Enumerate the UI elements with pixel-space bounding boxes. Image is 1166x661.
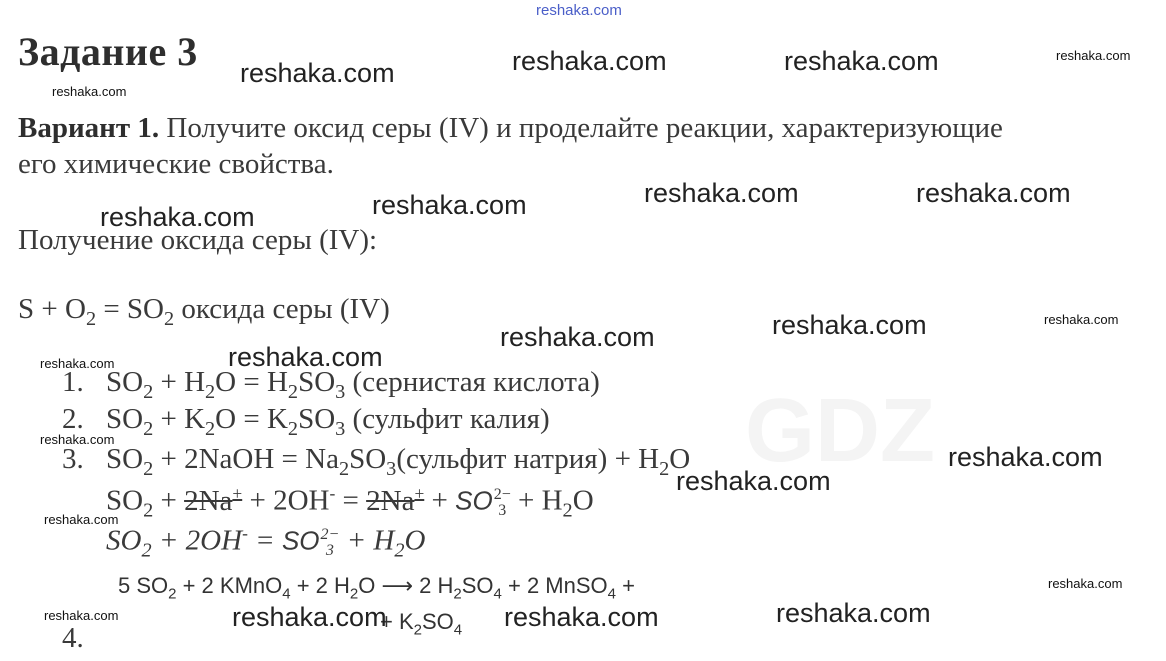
variant-label: Вариант 1.	[18, 112, 160, 144]
header-watermark: reshaka.com	[536, 2, 622, 19]
reaction-1: 1. $SO_2 + H_2O = H_2SO_3$ (сернистая кислота)	[62, 366, 600, 403]
watermark: reshaka.com	[676, 466, 831, 496]
watermark: reshaka.com	[948, 442, 1103, 472]
reaction-3-ionic-full: $SO_2 + 2Na^+ + 2OH^- = 2Na^+$ + SO 2− 3 + $H_2O$	[106, 483, 594, 522]
watermark-small: reshaka.com	[40, 432, 115, 447]
watermark-small: reshaka.com	[44, 608, 119, 623]
watermark: reshaka.com	[772, 310, 927, 340]
reaction-3: 3. $SO_2$ + 2NaOH = $Na_2SO_3(сульфит$ натрия) + $H_2O$	[62, 443, 691, 480]
watermark: reshaka.com	[504, 602, 659, 632]
reaction-1-note: (сернистая кислота)	[352, 366, 600, 398]
reaction-2: 2. $SO_2 + K_2O = K_2SO_3$ (сульфит калия)	[62, 403, 550, 440]
reaction-3-note: (сульфит натрия)	[396, 443, 608, 475]
watermark: reshaka.com	[232, 602, 387, 632]
watermark: reshaka.com	[776, 598, 931, 628]
watermark: reshaka.com	[512, 46, 667, 76]
task-line-1: Получите оксид серы (IV) и проделайте реакции, характеризующие	[159, 112, 1003, 144]
watermark: reshaka.com	[644, 178, 799, 208]
reaction-2-note: (сульфит калия)	[352, 403, 550, 435]
watermark: reshaka.com	[916, 178, 1071, 208]
watermark: reshaka.com	[228, 342, 383, 372]
reaction-4-line-1: 5 $SO_2 + 2$ KMnO$_4$ + 2 $H_2O$ ⟶ 2 $H_2SO_4 + 2$ MnSO$_4$ +	[118, 573, 635, 603]
page-title: Задание 3	[18, 29, 198, 74]
obtaining-heading: Получение оксида серы (IV):	[18, 224, 378, 256]
reaction-3-ionic-short: $SO_2 + 2OH^-$ = SO 2− 3 + $H_2O$	[106, 523, 426, 562]
reaction-4-number: 4.	[62, 622, 84, 654]
watermark: reshaka.com	[784, 46, 939, 76]
reaction-3-number: 3.	[62, 443, 84, 475]
watermark: reshaka.com	[500, 322, 655, 352]
watermark: reshaka.com	[372, 190, 527, 220]
watermark-small: reshaka.com	[40, 356, 115, 371]
gdz-background-mark: GDZ	[745, 381, 935, 481]
task-line-2: его химические свойства.	[18, 148, 334, 180]
watermark-small: reshaka.com	[52, 84, 127, 99]
reaction-2-number: 2.	[62, 403, 84, 435]
task-text	[18, 110, 1003, 182]
watermark-small: reshaka.com	[1048, 576, 1123, 591]
main-reaction-suffix: оксида серы (IV)	[181, 293, 390, 325]
watermark: reshaka.com	[100, 202, 255, 232]
reaction-4-line-2: + $K_2SO_4$	[380, 609, 463, 639]
watermark-small: reshaka.com	[1044, 312, 1119, 327]
watermark-small: reshaka.com	[1056, 48, 1131, 63]
reaction-1-number: 1.	[62, 366, 84, 398]
watermark-small: reshaka.com	[44, 512, 119, 527]
watermark: reshaka.com	[240, 58, 395, 88]
main-reaction: $S + O_2 = SO_2$ оксида серы (IV)	[18, 293, 390, 330]
